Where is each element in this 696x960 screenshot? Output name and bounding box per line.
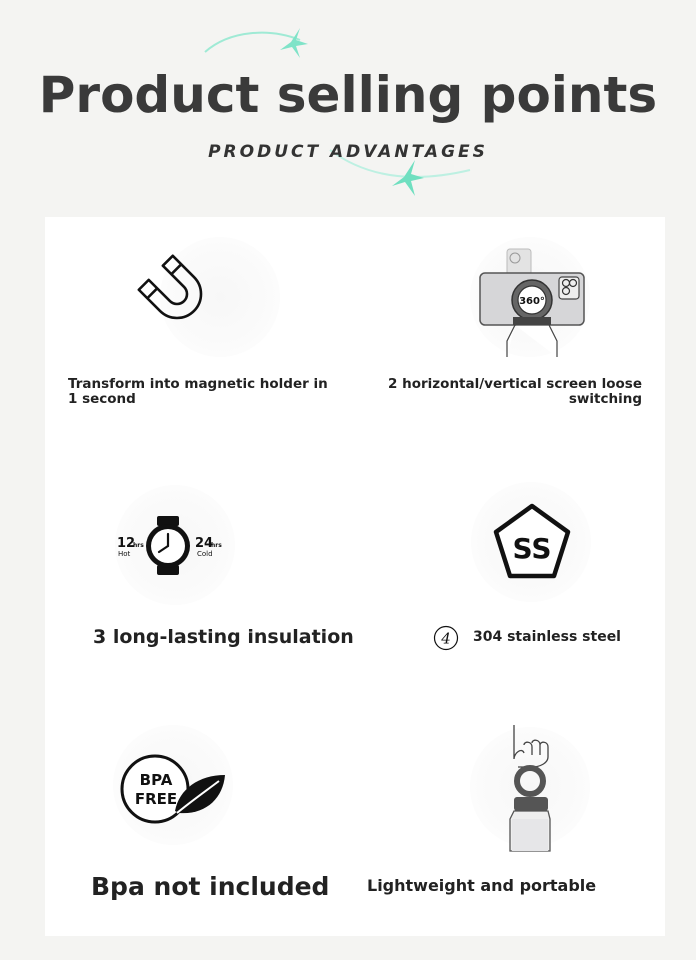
hot-hours: 12 <box>117 536 136 551</box>
hot-hours-unit: hrs <box>133 542 144 549</box>
feature-label-screen-switching: 2 horizontal/vertical screen loose switching <box>388 376 642 407</box>
feature-label-bpa: Bpa not included <box>91 872 330 901</box>
feature-label-insulation: 3 long-lasting insulation <box>93 626 354 648</box>
ss-badge-text: SS <box>512 532 552 565</box>
feature-label-magnetic: Transform into magnetic holder in 1 second <box>68 376 328 407</box>
finger-carry-bottle-icon <box>500 723 590 855</box>
cold-caption: Cold <box>197 550 213 558</box>
page-subtitle: PRODUCT ADVANTAGES <box>208 142 488 162</box>
features-card <box>45 217 665 936</box>
stainless-steel-pentagon-icon <box>491 502 573 582</box>
rotating-phone-holder-icon <box>477 245 587 357</box>
free-text: FREE <box>134 790 178 808</box>
number-circle-icon <box>433 625 459 651</box>
holder-badge-text: 360° <box>519 296 545 307</box>
feature-label-stainless-steel: 304 stainless steel <box>473 629 621 645</box>
bpa-free-leaf-icon <box>117 753 229 833</box>
magnet-icon <box>137 254 217 334</box>
bpa-text: BPA <box>139 771 173 789</box>
feature-number: 4 <box>441 629 451 648</box>
watch-icon <box>115 513 235 579</box>
feature-label-portable: Lightweight and portable <box>367 876 597 895</box>
cold-hours-unit: hrs <box>211 542 222 549</box>
page-title: Product selling points <box>38 66 658 124</box>
hot-caption: Hot <box>118 550 131 558</box>
cold-hours: 24 <box>195 536 214 551</box>
